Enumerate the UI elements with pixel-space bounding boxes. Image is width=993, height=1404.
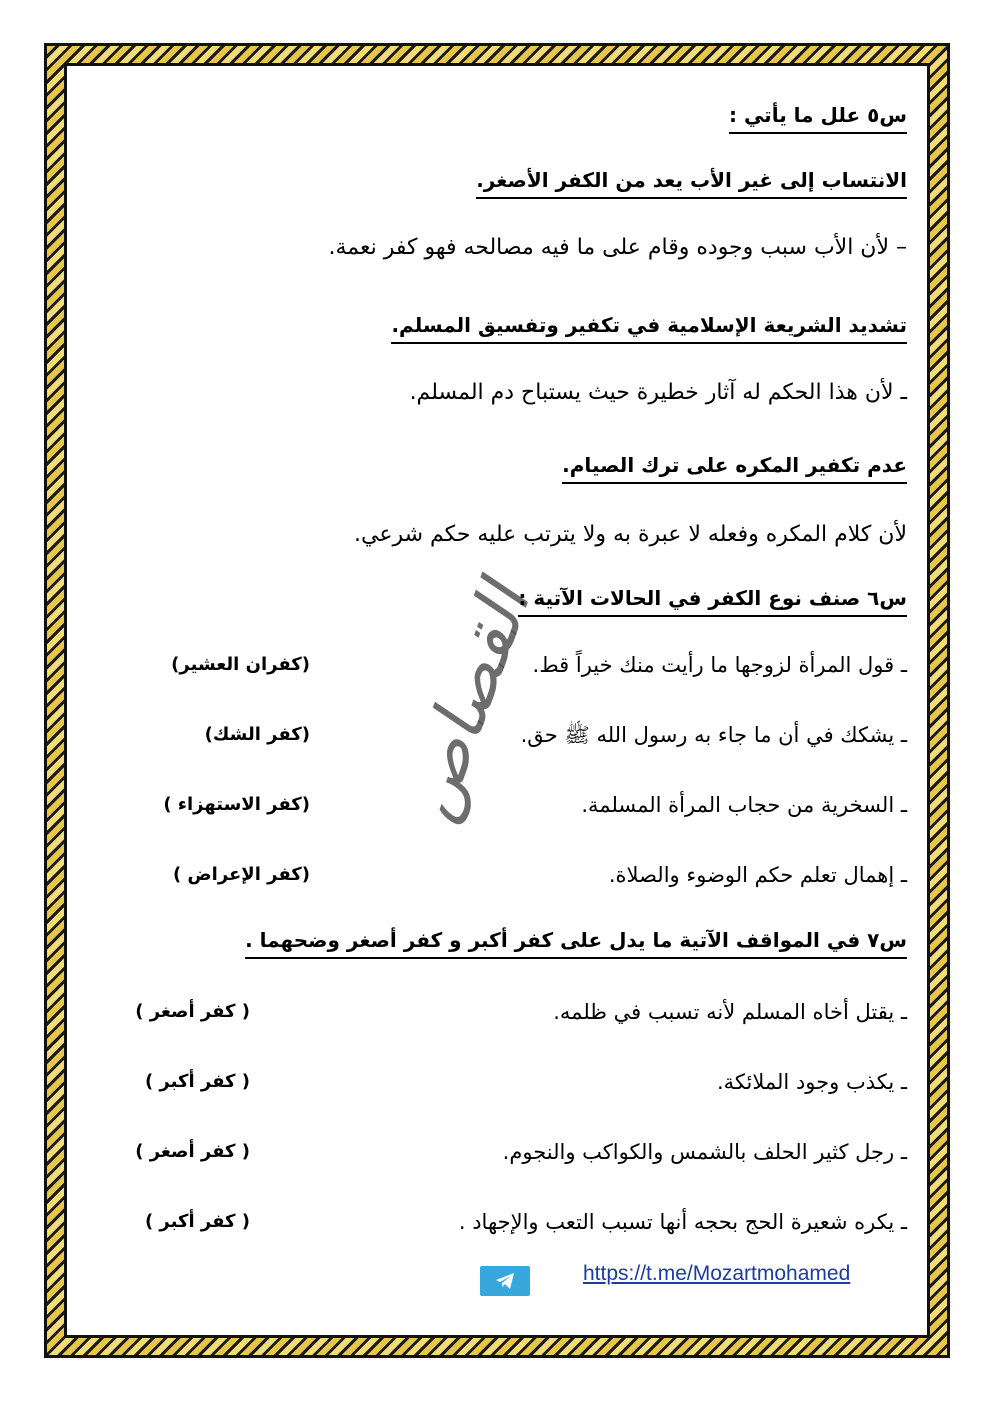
q7-item-2-answer: ( كفر أكبر ) — [144, 1071, 250, 1092]
q7-heading: س٧ في المواقف الآتية ما يدل على كفر أكبر و كفر أصغر وضحهما . — [245, 925, 907, 959]
q5-item-2-question: تشديد الشريعة الإسلامية في تكفير وتفسيق المسلم. — [391, 310, 907, 344]
q6-item-4-text: ـ إهمال تعلم حكم الوضوء والصلاة. — [608, 863, 907, 887]
q7-item-4-text: ـ يكره شعيرة الحج بحجه أنها تسبب التعب والإجهاد . — [458, 1210, 907, 1234]
q6-item-3-text: ـ السخرية من حجاب المرأة المسلمة. — [581, 793, 907, 817]
q5-item-3-question: عدم تكفير المكره على ترك الصيام. — [562, 450, 907, 484]
telegram-icon[interactable] — [480, 1266, 530, 1296]
q6-item-1-answer: (كفران العشير) — [171, 654, 310, 675]
q6-item-2-text: ـ يشكك في أن ما جاء به رسول الله ﷺ حق. — [520, 723, 907, 747]
q6-heading: س٦ صنف نوع الكفر في الحالات الآتية : — [518, 583, 907, 617]
q5-heading: س٥ علل ما يأتي : — [729, 100, 907, 134]
q5-item-1-answer: – لأن الأب سبب وجوده وقام على ما فيه مصالحه فهو كفر نعمة. — [328, 235, 907, 260]
q7-item-4-answer: ( كفر أكبر ) — [144, 1211, 250, 1232]
q6-item-3-answer: (كفر الاستهزاء ) — [163, 794, 310, 815]
watermark: القصاص — [386, 573, 547, 830]
q7-item-2-text: ـ يكذب وجود الملائكة. — [716, 1070, 907, 1094]
q7-item-3-answer: ( كفر أصغر ) — [135, 1141, 250, 1162]
q7-item-1-text: ـ يقتل أخاه المسلم لأنه تسبب في ظلمه. — [553, 1000, 907, 1024]
q6-item-2-answer: (كفر الشك) — [204, 724, 310, 745]
telegram-link[interactable]: https://t.me/Mozartmohamed — [583, 1262, 851, 1285]
q6-item-4-answer: (كفر الإعراض ) — [172, 864, 310, 885]
q7-item-1-answer: ( كفر أصغر ) — [135, 1001, 250, 1022]
q5-item-1-question: الانتساب إلى غير الأب يعد من الكفر الأصغر. — [476, 165, 907, 199]
q7-item-3-text: ـ رجل كثير الحلف بالشمس والكواكب والنجوم. — [502, 1140, 907, 1164]
q5-item-2-answer: ـ لأن هذا الحكم له آثار خطيرة حيث يستباح دم المسلم. — [409, 380, 907, 405]
q6-item-1-text: ـ قول المرأة لزوجها ما رأيت منك خيراً قط. — [532, 653, 907, 677]
q5-item-3-answer: لأن كلام المكره وفعله لا عبرة به ولا يترتب عليه حكم شرعي. — [354, 522, 907, 547]
